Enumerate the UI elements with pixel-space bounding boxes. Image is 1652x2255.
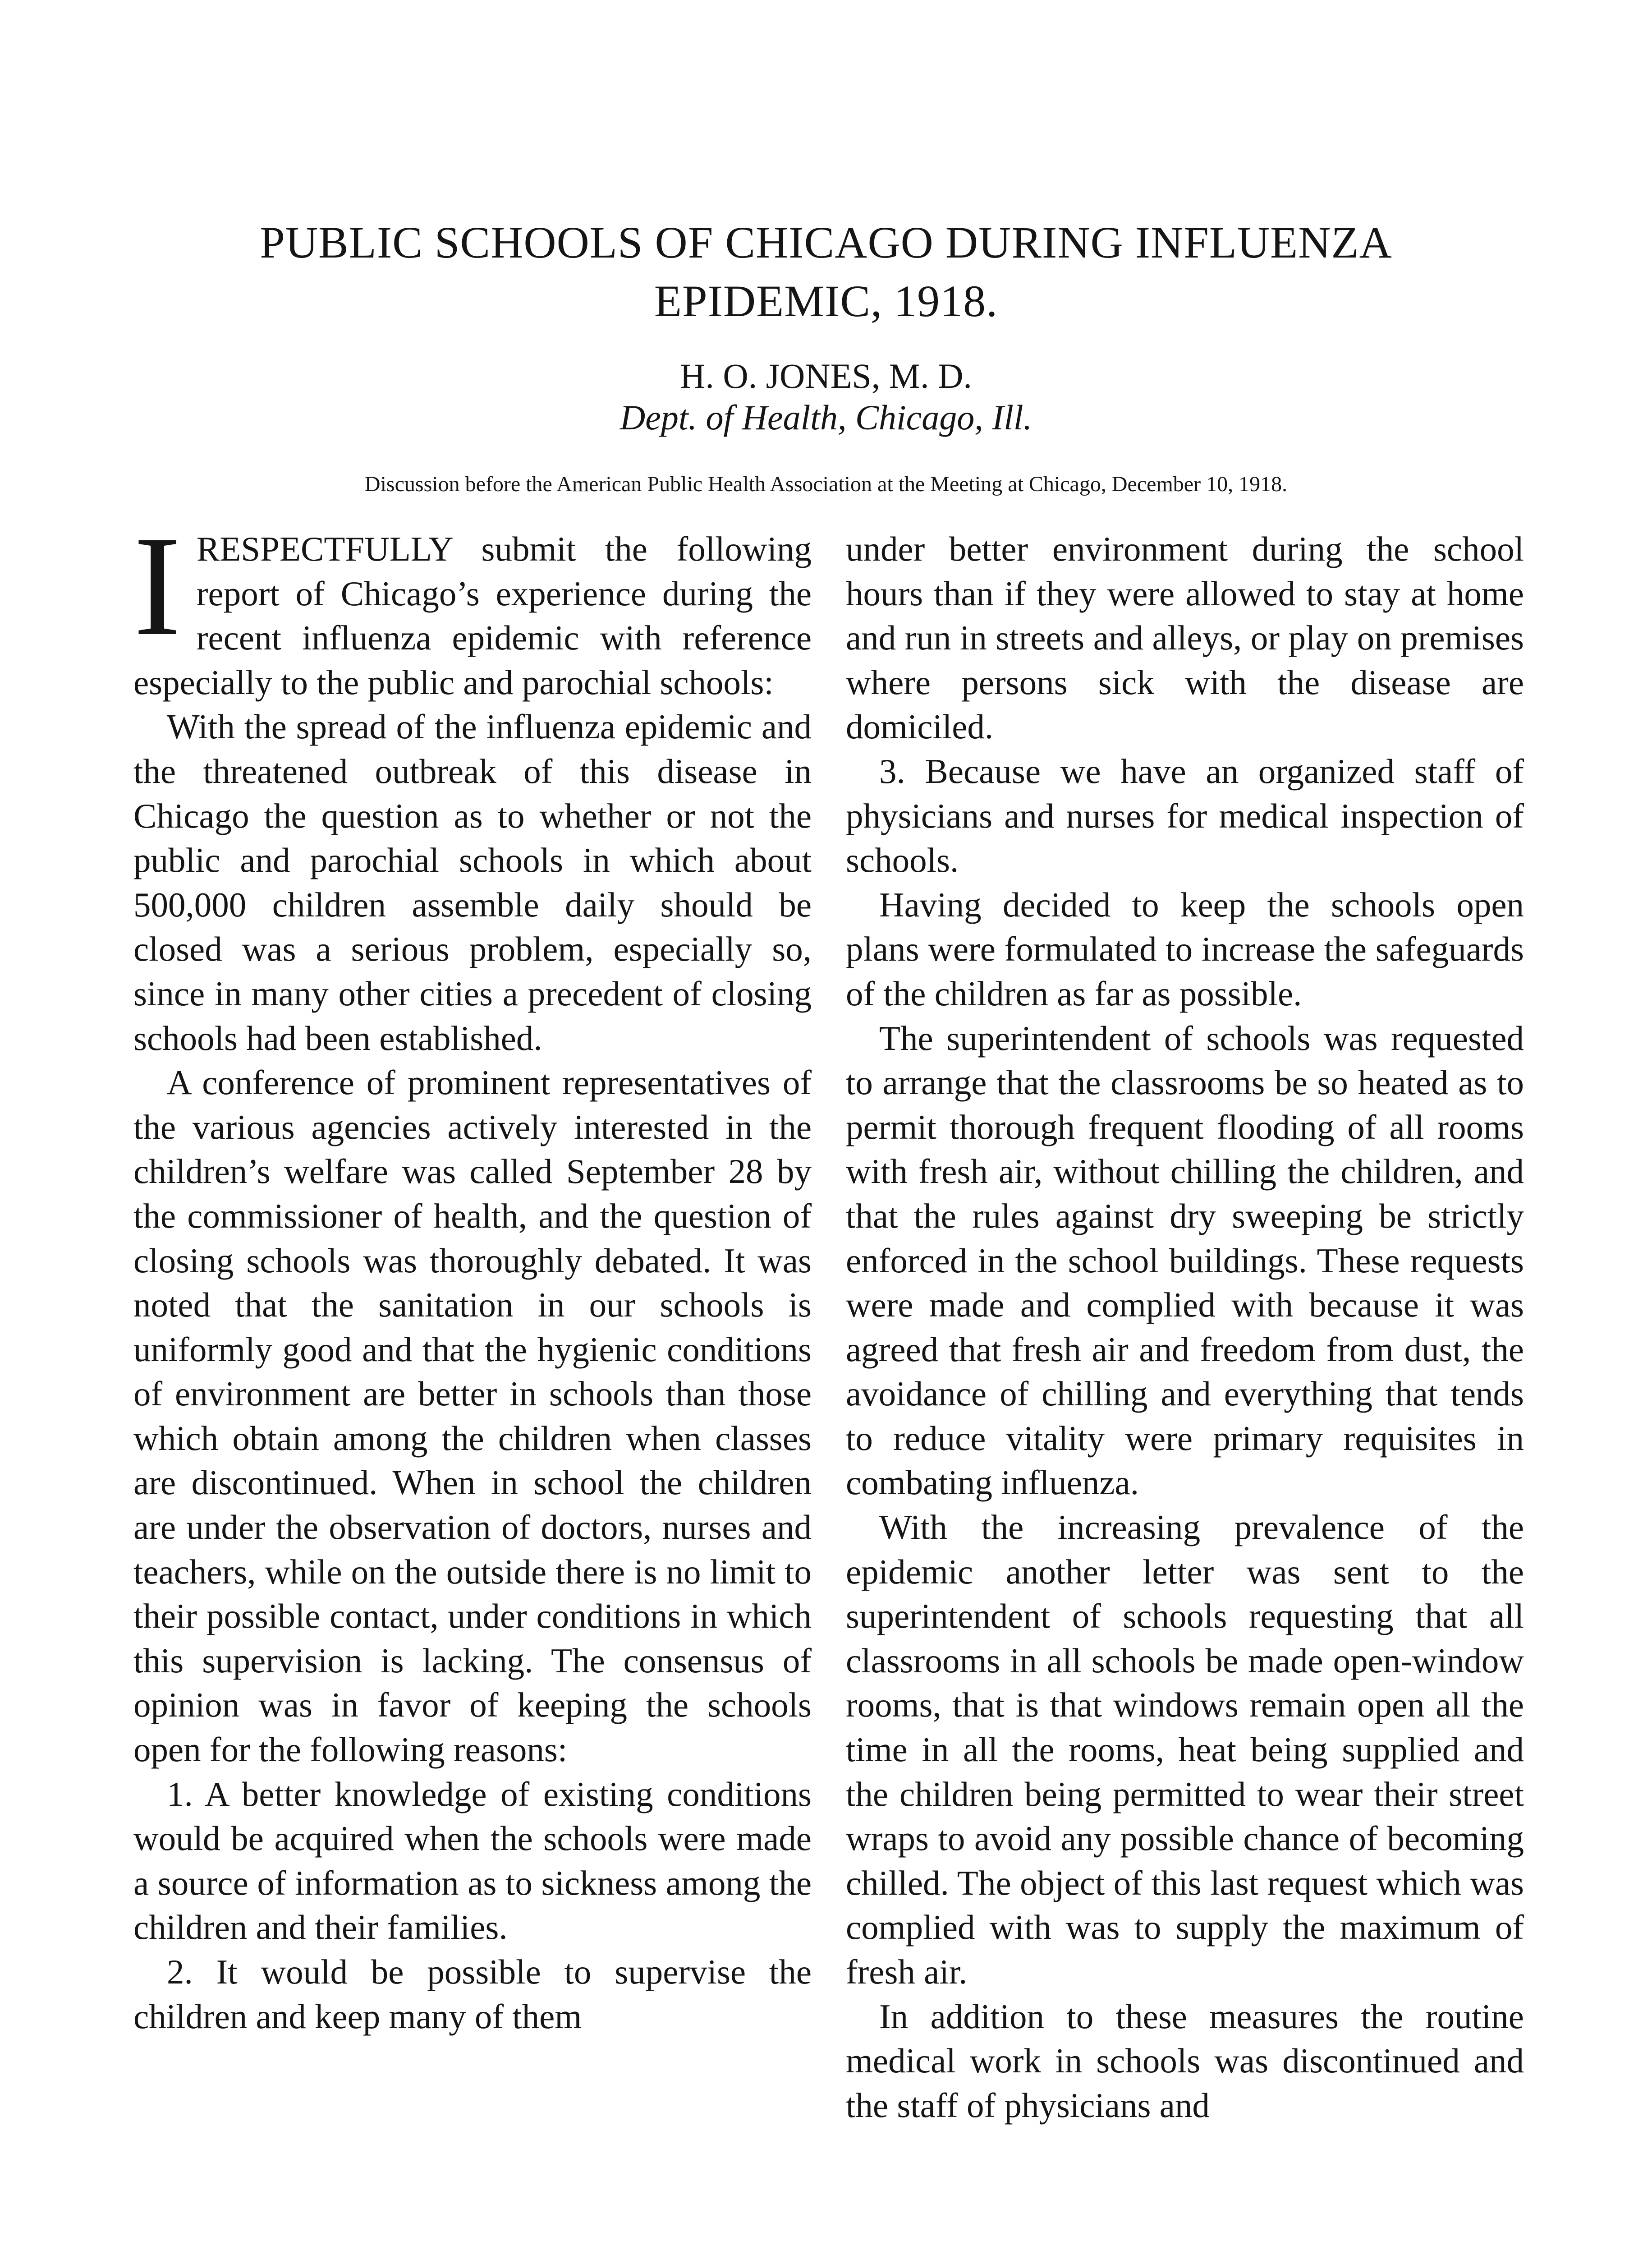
- paragraph: under better environment during the school hours than if they were allowed to stay at home and run in streets and alleys, or play on premises where persons sick with the disease are domiciled.: [846, 529, 1524, 746]
- author-name: H. O. JONES, M. D.: [680, 356, 972, 396]
- paragraph: The superintendent of schools was requested to arrange that the classrooms be so heated as to permit thorough frequent flooding of all rooms with fresh air, without chilling the children, and that the rules against dry sweeping be strictly enforced in the school buildings. These requests were made and complied with because it was agreed that fresh air and freedom from dust, the avoidance of chilling and everything that tends to reduce vitality were primary requisites in combating influenza.: [846, 1018, 1524, 1502]
- paragraph: Having decided to keep the schools open plans were formulated to increase the safeguards of the children as far as possible.: [846, 885, 1524, 1013]
- paragraph: A conference of prominent representatives of the various agencies actively interested in the children’s welfare was called September 28 by the commissioner of health, and the question of closing schools was thoroughly debated. It was noted that the sanitation in our schools is uniformly good and that the hygienic conditions of environment are better in schools than those which obtain among the children when classes are discontinued. When in school the children are under the observation of doctors, nurses and teachers, while on the outside there is no limit to their possible contact, under conditions in which this supervision is lacking. The consensus of opinion was in favor of keeping the schools open for the following reasons:: [133, 1063, 812, 1769]
- article-title-line-2: EPIDEMIC, 1918.: [654, 276, 998, 326]
- presentation-note: Discussion before the American Public Health Association at the Meeting at Chicago, December 10, 1918.: [364, 472, 1288, 496]
- paragraph: 1. A better knowledge of existing conditions would be acquired when the schools were made a source of information as to sickness among the children and their families.: [133, 1774, 812, 1947]
- text-column-left: [133, 506, 812, 2039]
- paragraph: 2. It would be possible to supervise the children and keep many of them: [133, 1952, 812, 2036]
- article-title-line-1: PUBLIC SCHOOLS OF CHICAGO DURING INFLUENZA: [260, 217, 1392, 267]
- paragraph: 3. Because we have an organized staff of physicians and nurses for medical inspection of schools.: [846, 751, 1524, 880]
- text-column-right: [846, 527, 1524, 2127]
- drop-cap: I: [133, 506, 181, 665]
- paragraph: In addition to these measures the routine medical work in schools was discontinued and the staff of physicians and: [846, 1997, 1524, 2125]
- paragraph-text: RESPECTFULLY submit the following report of Chicago’s experience during the recent influenza epidemic with reference especially to the public and parochial schools:: [133, 529, 812, 702]
- paragraph: [133, 506, 812, 704]
- paragraph: With the spread of the influenza epidemic and the threatened outbreak of this disease in Chicago the question as to whether or not the public and parochial schools in which about 500,000 children assemble daily should be closed was a serious problem, especially so, since in many other cities a precedent of closing schools had been established.: [133, 707, 812, 1058]
- author-affiliation: Dept. of Health, Chicago, Ill.: [620, 398, 1032, 437]
- paragraph: With the increasing prevalence of the epidemic another letter was sent to the superintendent of schools requesting that all classrooms in all schools be made open-window rooms, that is that windows remain open all the time in all the rooms, heat being supplied and the children being permitted to wear their street wraps to avoid any possible chance of becoming chilled. The object of this last request which was complied with was to supply the maximum of fresh air.: [846, 1508, 1524, 1991]
